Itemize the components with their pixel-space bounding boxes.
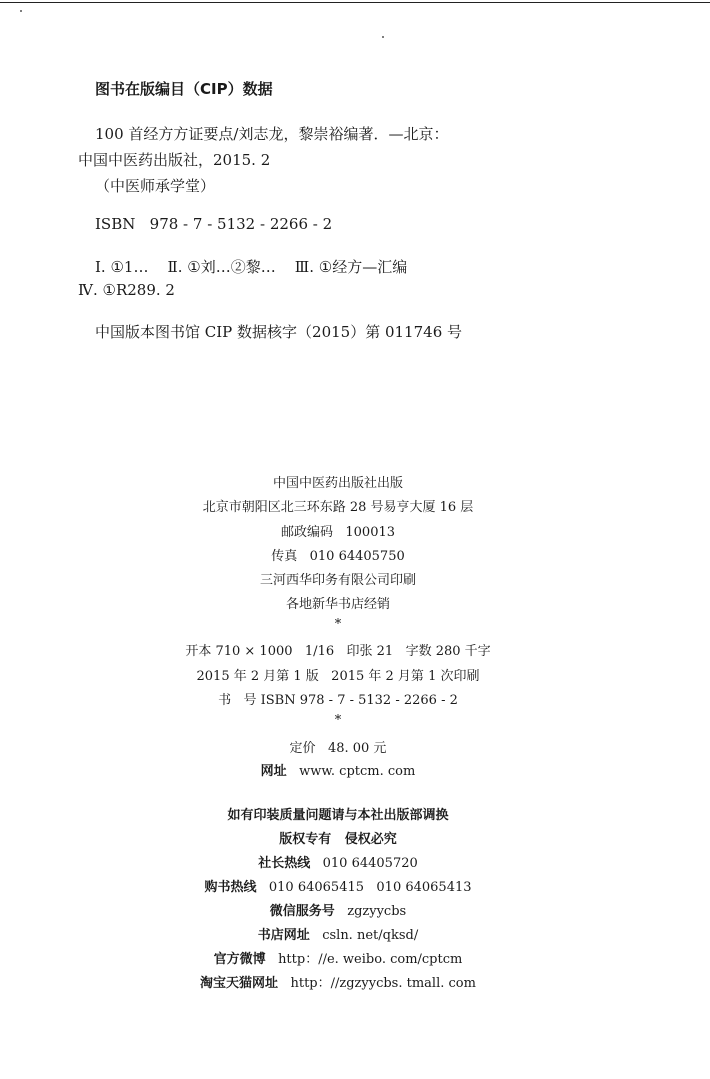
book-number-line: 书 号 ISBN 978 - 7 - 5132 - 2266 - 2: [218, 693, 458, 708]
taobao-url[interactable]: http：//zgzyycbs. tmall. com: [290, 976, 476, 991]
cip-series-line: （中医师承学堂）: [95, 177, 216, 195]
shop-url[interactable]: csln. net/qksd/: [322, 928, 419, 943]
weibo-line: [0, 948, 676, 967]
scan-speck: [20, 10, 22, 12]
wechat-line: [0, 900, 676, 919]
distributor-line: 各地新华书店经销: [285, 597, 390, 612]
fax-line: 传真 010 64405750: [271, 549, 405, 564]
separator-asterisk: *: [334, 617, 342, 632]
quality-notice: 如有印装质量问题请与本社出版部调换: [227, 808, 449, 823]
weibo-label: 官方微博: [213, 952, 266, 967]
purchase-line: [0, 876, 676, 895]
cip-isbn: ISBN 978 - 7 - 5132 - 2266 - 2: [95, 215, 333, 233]
shop-line: [0, 924, 676, 943]
cip-record-number: 中国版本图书馆 CIP 数据核字（2015）第 011746 号: [95, 323, 463, 341]
taobao-line: [0, 972, 676, 991]
cip-title: 图书在版编目（CIP）数据: [95, 80, 273, 98]
hotline-line: [0, 852, 676, 871]
top-border-line: [0, 2, 710, 3]
shop-label: 书店网址: [257, 928, 310, 943]
edition-line: 2015 年 2 月第 1 版 2015 年 2 月第 1 次印刷: [196, 669, 480, 684]
cip-classification-2: Ⅳ. ①R289. 2: [78, 281, 175, 299]
purchase-label: 购书热线: [204, 880, 257, 895]
separator-asterisk: *: [334, 713, 342, 728]
format-line: 开本 710 × 1000 1/16 印张 21 字数 280 千字: [185, 644, 491, 659]
weibo-url[interactable]: http：//e. weibo. com/cptcm: [278, 952, 463, 967]
postcode-line: 邮政编码 100013: [280, 525, 396, 540]
price-line: 定价 48. 00 元: [289, 741, 387, 756]
copyright-notice: 版权专有 侵权必究: [279, 832, 397, 847]
website-line: [0, 760, 676, 779]
hotline-label: 社长热线: [258, 856, 311, 871]
cip-classification-1: Ⅰ. ①1… Ⅱ. ①刘…②黎… Ⅲ. ①经方—汇编: [95, 258, 408, 276]
wechat-label: 微信服务号: [269, 904, 335, 919]
cip-publisher-line: 中国中医药出版社，2015. 2: [78, 151, 271, 169]
publisher-line: 中国中医药出版社出版: [272, 476, 403, 491]
address-line: 北京市朝阳区北三环东路 28 号易亨大厦 16 层: [202, 500, 474, 515]
taobao-label: 淘宝天猫网址: [200, 976, 279, 991]
website-label: 网址: [260, 764, 287, 779]
website-url[interactable]: www. cptcm. com: [299, 764, 416, 779]
printer-line: 三河西华印务有限公司印刷: [259, 573, 416, 588]
hotline-number: 010 64405720: [322, 856, 418, 871]
cip-entry-line: 100 首经方方证要点/刘志龙，黎崇裕编著．—北京：: [95, 125, 449, 143]
wechat-id: zgzyycbs: [347, 904, 407, 919]
scan-speck: [382, 36, 384, 38]
purchase-numbers: 010 64065415 010 64065413: [268, 880, 472, 895]
